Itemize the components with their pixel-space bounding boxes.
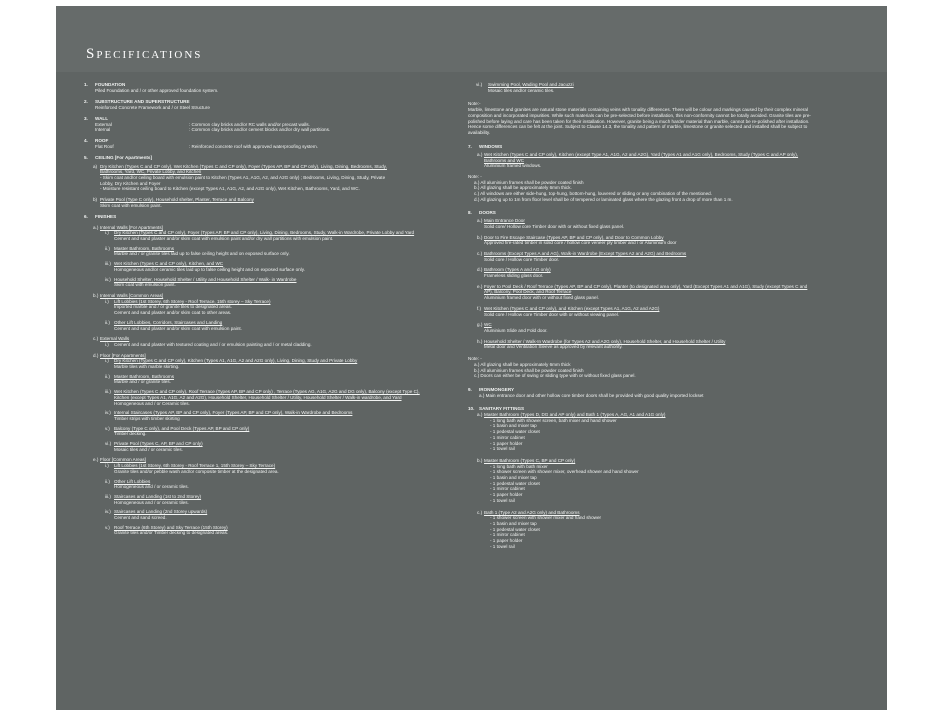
finishes-c-item — [84, 342, 424, 348]
sanitary-item-fitting: - 1 long bath with shower screen, bath mixer and hand shower — [490, 417, 617, 423]
finishes-d-item-title: Internal Staircases (Types AP, BP and CP only), Foyer (Types AP, BP and CP only), Walk-in Wardrobe and Bedrooms — [114, 410, 353, 416]
section-roof-number: 4. — [84, 138, 88, 144]
finishes-e-item-title: Staircases and Landing (2nd Storey upwards) — [114, 509, 208, 515]
finishes-b-item-title: Lift Lobbies (1st Storey, 6th Storey - Roof Terrace, 15th storey – Sky Terrace) — [114, 298, 271, 304]
door-item-title: AP), Balcony, Pool Deck, and Roof Terrace — [484, 289, 572, 295]
finishes-a-item-marker: iv.) — [105, 276, 111, 282]
finishes-group-c-marker: c.) — [93, 336, 99, 342]
finishes-e-item — [84, 463, 424, 474]
finishes-b-item-marker: i.) — [105, 298, 109, 304]
finishes-e-item-marker: v.) — [105, 524, 110, 530]
section-sanitary-number: 10. — [468, 406, 475, 412]
section-substructure-heading-text: SUBSTRUCTURE AND SUPERSTRUCTURE — [95, 98, 190, 104]
finishes-d-item-title: Kitchen (except Types A1, A1G, A2 and A2G), Household Shelter, Household Shelter / Utility, Household Shelter / Walk-in wardrobe, and Yard — [114, 394, 402, 400]
finishes-d-item-marker: i.) — [105, 358, 109, 364]
ceiling-item-a-title: Dry Kitchen (Types C and CP only), Wet Kitchen (Types C and CP only), Foyer (Types AP, BP and CP only), Living, Dining, Bedrooms, Study, — [100, 163, 387, 169]
substructure-text: Reinforced Concrete Framework and / or Steel Structure — [95, 104, 210, 110]
windows-note: b.) All glazing shall be approximately 6mm thick. — [474, 185, 572, 191]
finishes-e-item-desc: Homogeneous and / or ceramic tiles. — [114, 499, 189, 505]
finishes-e-item-desc: Cement and sand screed. — [114, 515, 167, 521]
roof-row — [84, 144, 424, 150]
door-item-marker: g.) — [477, 322, 483, 328]
finishes-group-a-title: Internal Walls [For Apartments] — [100, 224, 163, 230]
door-item — [468, 306, 852, 317]
ceiling-item-b-title: Private Pool (Type C only), Household shelter, Planter, Terrace and Balcony — [100, 197, 254, 203]
section-doors — [468, 210, 852, 378]
finishes-group-e-title: Floor [Common Areas] — [100, 457, 146, 463]
finishes-e-item — [84, 509, 424, 520]
finishes-d-item-desc: Homogeneous and / or Ceramic tiles. — [114, 400, 190, 406]
section-foundation-heading-text: FOUNDATION — [95, 82, 126, 87]
sanitary-item-marker: c.) — [477, 509, 483, 515]
finishes-a-item — [84, 261, 424, 272]
windows-item-a-title: Wet Kitchen (Types C and CP only), Kitchen (except Type A1, A1G, A2 and A2G), Yard (Types A1 and A1G only), Bedrooms, Study (Types C and AP only), — [484, 151, 799, 157]
windows-item-a-marker: a.) — [477, 151, 483, 157]
door-item — [468, 267, 852, 278]
section-doors-heading — [468, 210, 852, 216]
finishes-e-item-title: Other Lift Lobbies — [114, 478, 151, 484]
sanitary-item-fitting: - 1 long bath with bath mixer — [490, 463, 548, 469]
windows-note: a.) All aluminium frames shall be powder coated finish — [474, 179, 584, 185]
pool-item-desc: Mosaic tiles and/or ceramic tiles. — [488, 87, 555, 93]
wall-row-key: Internal — [95, 127, 111, 133]
section-ceiling-heading — [84, 155, 424, 161]
finishes-group-a-marker: a.) — [93, 224, 99, 230]
finishes-a-item-desc: Cement and sand plaster and/or skim coat with emulsion paint and/or dry wall partitions with emulsion paint. — [114, 236, 334, 242]
sanitary-item — [468, 510, 852, 550]
finishes-d-item-marker: iv.) — [105, 410, 111, 416]
finishes-a-item-title: Master Bathroom, Bathrooms — [114, 245, 174, 251]
section-sanitary-heading-text: SANITARY FITTINGS — [479, 406, 525, 412]
marble-note-line: availability. — [468, 129, 491, 135]
finishes-b-item-desc: Cement and sand plaster and/or skim coat with emulsion paint. — [114, 325, 242, 331]
finishes-b-item-desc: Cement and sand plaster and/or skim coat to other areas. — [114, 310, 232, 316]
door-item-title: Main Entrance Door — [484, 218, 525, 224]
door-item — [468, 284, 852, 301]
section-windows-heading — [468, 144, 852, 150]
doors-note: b.) All aluminium frames shall be powder coated finish — [474, 367, 584, 373]
section-roof-heading-text: ROOF — [95, 138, 109, 144]
wall-row-value: : Common clay bricks and/or RC walls and/or precast walls. — [189, 121, 311, 127]
section-roof — [84, 138, 424, 149]
spec-sheet — [56, 6, 887, 710]
sanitary-item-fitting: - 1 shower screen with shower mixer and hand shower — [490, 515, 602, 521]
finishes-group-e-marker: e.) — [93, 457, 99, 463]
door-item — [468, 322, 852, 333]
door-item-desc: Frameless sliding glass door. — [484, 273, 544, 279]
windows-note: c.) All windows are either side-hung, top-hung, bottom-hung, louvered or sliding or any combination of the mentioned. — [474, 191, 712, 197]
door-item-title: Bathrooms (Except Types A and AG), Walk-in Wardrobe (Except Types A2 and A2G) and Bedrooms — [484, 250, 687, 256]
finishes-b-item — [84, 320, 424, 331]
finishes-b-item-marker: ii.) — [105, 319, 110, 325]
section-wall-number: 3. — [84, 115, 88, 121]
pool-item-marker: vi.) — [476, 82, 483, 87]
doors-note: c.) Doors can either be of swing or sliding type with or without fixed glass panel. — [474, 373, 636, 379]
windows-item-a — [468, 152, 852, 169]
finishes-c-item-desc: Cement and sand plaster with textured coating and / or emulsion painting and / or metal cladding. — [114, 341, 312, 347]
finishes-group-c-title: External Walls — [100, 336, 130, 342]
pool-item-title: Swimming Pool, Wading Pool and Jacuzzi — [488, 82, 574, 87]
marble-note — [468, 101, 852, 135]
marble-note-line: composition and incorporated impurities. While such materials can be pre-selected before installation, this non-conformity cannot be totally avoided. Granite tiles are pre- — [468, 112, 811, 118]
section-wall — [84, 116, 424, 133]
door-item-desc: Metal door and Ventilation Sleeve as approved by relevant authority. — [484, 344, 623, 350]
finishes-group-b-marker: b.) — [93, 292, 99, 298]
door-item — [468, 339, 852, 350]
wall-row — [84, 127, 424, 133]
finishes-e-item — [84, 494, 424, 505]
section-finishes — [84, 214, 424, 536]
ceiling-item-a-desc: - Skim coat and/or ceiling board with emulsion paint to Kitchen (Types A1, A1G, A2, and A2G only) ; Bedrooms, Living, Dining, Study, Private — [100, 174, 386, 180]
finishes-e-item-marker: ii.) — [105, 478, 110, 484]
roof-row-value: : Reinforced concrete roof with approved waterproofing system. — [189, 144, 318, 150]
finishes-b-item-title: Other Lift Lobbies, Corridors, Staircases and Landing — [114, 319, 223, 325]
roof-row-key: Flat Roof — [95, 144, 114, 150]
finishes-e-item-marker: iii.) — [105, 493, 111, 499]
finishes-e-item — [84, 479, 424, 490]
finishes-a-item-desc: Homogeneous and/or ceramic tiles laid up to false ceiling height and on exposed surface only. — [114, 266, 305, 272]
finishes-a-item-title: Household Shelter, Household Shelter / Utility and Household Shelter / Walk- in Wardrobe — [114, 276, 297, 282]
finishes-d-item — [84, 441, 424, 452]
sanitary-item-fitting: - 1 pedestal water closet — [490, 429, 540, 435]
finishes-d-item-title: Dry Kitchen (Types C and CP only), Kitchen (Types A1, A1G, A2 and A2G only), Living, Dining, Study and Private Lobby — [114, 358, 358, 364]
section-sanitary — [468, 406, 852, 549]
sanitary-item-fitting: - 1 towel rail — [490, 446, 515, 452]
section-windows — [468, 144, 852, 203]
ceiling-item-a-title: Bathrooms, Yard, WC, Private Lobby, and Kitchen — [100, 169, 202, 175]
finishes-d-item — [84, 374, 424, 385]
ceiling-item-b-desc: Skim coat with emulsion paint. — [100, 202, 162, 208]
door-item — [468, 218, 852, 229]
finishes-e-item — [84, 525, 424, 536]
windows-note-label: Note: - — [468, 173, 482, 179]
finishes-e-item-marker: iv.) — [105, 509, 111, 515]
doors-note-label: Note: - — [468, 356, 482, 362]
section-substructure-number: 2. — [84, 98, 88, 104]
section-wall-heading-text: WALL — [95, 115, 109, 121]
sanitary-item-fitting: - 1 mirror cabinet — [490, 434, 525, 440]
finishes-group-d-marker: d.) — [93, 352, 99, 358]
windows-notes — [468, 174, 852, 203]
marble-note-label: Note:- — [468, 101, 481, 107]
doors-notes — [468, 356, 852, 379]
finishes-a-item-title: Wet Kitchen (Types C and CP only), Kitchen, and WC — [114, 261, 224, 267]
door-item-marker: e.) — [477, 283, 483, 289]
marble-note-line: Marble, limestone and granites are natural stone materials containing veins with tonality differences. There will be colour and markings caused by their complex mineral — [468, 107, 808, 113]
marble-note-line: Hence some differences can be felt at the joint. Subject to Clause 14.3, the tonality and pattern of marble, limestone or granite selected and installed shall be subject to — [468, 124, 808, 130]
finishes-d-item-desc: Marble and / or granite tiles. — [114, 379, 171, 385]
finishes-a-item — [84, 230, 424, 241]
windows-note: d.) All glazing up to 1m from floor level shall be of tempered or laminated glass where the glazing front a drop of more than 1 m. — [474, 196, 733, 202]
door-item-desc: Approved fire-rated timber in solid core / hollow core veneer ply timber and / or Aluminium door — [484, 240, 677, 246]
finishes-a-item — [84, 246, 424, 257]
section-substructure — [84, 99, 424, 110]
door-item-desc: Solid core / Hollow core Timber door. — [484, 256, 560, 262]
sanitary-item-fitting: - 1 towel rail — [490, 497, 515, 503]
door-item-marker: h.) — [477, 338, 483, 344]
section-finishes-heading — [84, 214, 424, 220]
wall-row-value: : Common clay bricks and/or cement blocks and/or dry wall partitions. — [189, 127, 331, 133]
marble-note-line: polished before laying and care has been taken for their installation. However, granite being a much harder material than marble, cannot be re-polished after installation. — [468, 118, 810, 124]
section-ironmongery — [468, 387, 852, 398]
section-ceiling — [84, 155, 424, 208]
finishes-e-item-title: Staircases and Landing (1st to 2nd Storey) — [114, 493, 202, 499]
wall-row-key: External — [95, 121, 112, 127]
ceiling-item-a — [84, 164, 424, 193]
section-finishes-number: 6. — [84, 213, 88, 219]
page-title: Specifications — [86, 46, 203, 62]
sanitary-item-marker: b.) — [477, 457, 483, 463]
finishes-d-item-title: Private Pool (Types C, AP, BP and CP only) — [114, 441, 203, 447]
finishes-e-item-title: Roof Terrace (6th Storey) and Sky Terrace (15th Storey) — [114, 524, 228, 530]
finishes-a-item-desc: Skim coat with emulsion paint. — [114, 282, 176, 288]
section-doors-number: 8. — [468, 210, 472, 216]
left-column — [84, 82, 424, 542]
finishes-d-item-title: Balcony (Type C only), and Pool Deck (Types AP, BP and CP only) — [114, 425, 250, 431]
sanitary-item-fitting: - 1 paper holder — [490, 538, 523, 544]
section-ironmongery-number: 9. — [468, 386, 472, 392]
sanitary-item-fitting: - 1 basin and mixer tap — [490, 520, 537, 526]
sanitary-item-fitting: - 1 pedestal water closet — [490, 526, 540, 532]
door-item-title: Household Shelter / Walk-In Wardrobe (for Types A2 and A2G only), Household Shelter, and Household Shelter / Utility — [484, 338, 726, 344]
section-substructure-heading — [84, 99, 424, 105]
foundation-text: Piled Foundation and / or other approved foundation system. — [95, 87, 219, 93]
finishes-d-item-marker: iii.) — [105, 389, 111, 395]
door-item — [468, 235, 852, 246]
finishes-d-item-desc: Timber strips with timber skirting — [114, 415, 180, 421]
sanitary-item-fitting: - 1 basin and mixer tap — [490, 423, 537, 429]
door-item-desc: Solid core/ Hollow core Timber door with or without fixed glass panel. — [484, 223, 625, 229]
sanitary-item-fitting: - 1 pedestal water closet — [490, 480, 540, 486]
finishes-group-b-title: Internal Walls [Common Areas] — [100, 292, 164, 298]
section-windows-heading-text: WINDOWS — [479, 143, 503, 149]
finishes-d-item-marker: v.) — [105, 425, 110, 431]
door-item-marker: a.) — [477, 218, 483, 224]
door-item-marker: f.) — [477, 305, 482, 311]
sanitary-item-title: Master Bathroom (Types C, BP and CP only) — [484, 457, 576, 463]
ironmongery-text: a.) Main entrance door and other hollow core timber doors shall be provided with good quality imported lockset — [479, 392, 704, 398]
ceiling-item-a-desc: Lobby, Dry Kitchen and Foyer — [100, 180, 161, 186]
finishes-d-item — [84, 389, 424, 406]
door-item-marker: c.) — [477, 250, 483, 256]
finishes-d-item-title: Wet Kitchen (Types C and CP only), Roof Terrace (Types AP, BP and CP only) , Terrace (Types AG, A1G, A2G and DG only), Balcony (except Type C), — [114, 389, 420, 395]
finishes-e-item-marker: i.) — [105, 463, 109, 469]
finishes-b-item-desc: Imported marble and / or granite tiles to designated areas. — [114, 304, 232, 310]
finishes-d-item-desc: Marble tiles with marble skirting. — [114, 364, 180, 370]
finishes-d-item — [84, 358, 424, 369]
finishes-b-item — [84, 299, 424, 316]
sanitary-item-fitting: - 1 basin and mixer tap — [490, 475, 537, 481]
sanitary-item-fitting: - 1 towel rail — [490, 543, 515, 549]
door-item-desc: Aluminium framed door with or without fixed glass panel. — [484, 295, 599, 301]
doors-note: a.) All glazing shall be approximately 6mm thick — [474, 361, 571, 367]
sanitary-item-fitting: - 1 mirror cabinet — [490, 486, 525, 492]
sanitary-item — [468, 458, 852, 504]
door-item — [468, 251, 852, 262]
section-foundation-heading — [84, 82, 424, 88]
sanitary-item-fitting: - 1 paper holder — [490, 492, 523, 498]
finishes-e-item-title: Lift Lobbies (1st Storey, 6th Storey - Roof Terrace 1, 15th Storey – Sky Terrace) — [114, 463, 276, 469]
finishes-group-d-title: Floor [For Apartments] — [100, 352, 146, 358]
windows-item-a-title: Bathrooms and WC — [484, 157, 525, 163]
section-ironmongery-heading — [468, 387, 852, 393]
finishes-a-item-desc: Marble and / or granite tiles laid up to false ceiling height and on exposed surface only. — [114, 251, 290, 257]
sanitary-item-fitting: - 1 paper holder — [490, 440, 523, 446]
finishes-d-item — [84, 410, 424, 421]
finishes-d-item-marker: ii.) — [105, 373, 110, 379]
right-column — [468, 82, 852, 555]
finishes-d-item-marker: vi.) — [105, 441, 112, 447]
sanitary-item-fitting: - 1 shower screen with shower mixer, overhead shower and hand shower — [490, 469, 639, 475]
section-ceiling-number: 5. — [84, 155, 88, 161]
finishes-d-item-desc: Timber decking. — [114, 431, 147, 437]
ceiling-item-a-marker: a) — [93, 163, 98, 169]
ceiling-item-b-marker: b) — [93, 197, 98, 203]
finishes-e-item-desc: Granite tiles and/or pebble wash and/or composite timber at the designated area. — [114, 468, 279, 474]
finishes-c-item-marker: i.) — [105, 341, 109, 347]
sanitary-item-title: Bath 1 (Type A2 and A2G only) and Bathrooms — [484, 509, 580, 515]
section-foundation-number: 1. — [84, 82, 88, 87]
finishes-e-item-desc: Homogeneous and / or ceramic tiles. — [114, 484, 189, 490]
door-item-title: Foyer to Pool Deck / Roof Terrace (Types AP, BP and CP only), Planter (to designated area only), Yard (Except Types A1 and A1G), Study (except Types C and — [484, 283, 808, 289]
section-ceiling-heading-text: CEILING [For Apartments] — [95, 155, 152, 161]
door-item-marker: b.) — [477, 234, 483, 240]
sanitary-item — [468, 412, 852, 452]
ceiling-item-a-desc: - Moisture resistant ceiling board to Kitchen (except Types A1, A1G, A2, and A2G only), Wet Kitchen, Bathrooms, Yard, and WC. — [100, 186, 360, 192]
door-item-title: Wet Kitchen (Types C and CP only), and Kitchen (except Types A1, A1G, A2 and A2G) — [484, 305, 660, 311]
finishes-a-item-marker: iii.) — [105, 261, 111, 267]
section-doors-heading-text: DOORS — [479, 210, 496, 216]
pool-item — [468, 82, 852, 93]
sanitary-item-title: Master Bathroom (Types D, DG and AP only) and Bath 1 (Types A, AG, A1 and A1G only) — [484, 412, 666, 418]
door-item-title: Bathroom (Types A and AG only) — [484, 267, 551, 273]
finishes-a-item-marker: ii.) — [105, 245, 110, 251]
finishes-d-item-title: Master Bathroom, Bathrooms — [114, 373, 174, 379]
section-windows-number: 7. — [468, 143, 472, 149]
finishes-d-item — [84, 426, 424, 437]
finishes-e-item-desc: Granite tiles and/or Timber decking to designated areas. — [114, 530, 229, 536]
finishes-a-item-title: Dry Kitchen (Types C and CP only), Foyer (Types AP, BP and CP only), Living, Dining, Bedrooms, Study, Walk-in Wardrobe, Private Lobby and Yard — [114, 230, 415, 236]
door-item-desc: Solid core / Hollow core Timber door with or without viewing panel. — [484, 311, 620, 317]
finishes-d-item-desc: Mosaic tiles and / or ceramic tiles. — [114, 446, 183, 452]
section-ironmongery-heading-text: IRONMONGERY — [479, 386, 515, 392]
ceiling-item-b — [84, 197, 424, 208]
door-item-desc: Aluminium Slide and Fold door. — [484, 328, 548, 333]
sanitary-item-fitting: - 1 mirror cabinet — [490, 532, 525, 538]
section-foundation — [84, 82, 424, 93]
sanitary-item-marker: a.) — [477, 412, 483, 418]
door-item-title: Door to Fire Escape Staircase (Types AP, BP and CP only), and Door to Common Lobby — [484, 234, 664, 240]
windows-item-a-desc: Aluminium framed windows. — [484, 163, 542, 169]
section-finishes-heading-text: FINISHES — [95, 213, 117, 219]
door-item-marker: d.) — [477, 267, 483, 273]
finishes-a-item — [84, 277, 424, 288]
door-item-title: WC — [484, 322, 492, 328]
finishes-a-item-marker: i.) — [105, 230, 109, 236]
